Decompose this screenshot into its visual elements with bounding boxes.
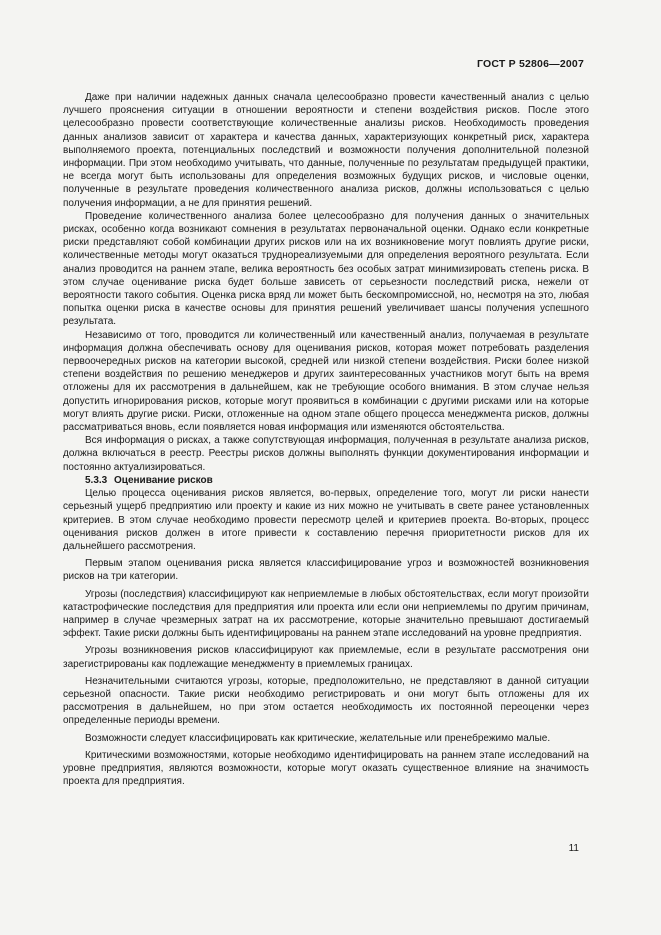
paragraph: Незначительными считаются угрозы, которые, предположительно, не представляют в данной ситуации серьезной опасности. Такие риски необходимо регистрировать и они могут быть отложены для их рассмотрения в дальнейшем, но при этом остается необходимость их постоянной переоценки через определенные периоды времени. xyxy=(63,675,589,727)
paragraph: Вся информация о рисках, а также сопутствующая информация, полученная в результате анализа рисков, должна включаться в реестр. Реестры рисков должны выполнять функции документирования информации и постоянно актуализироваться. xyxy=(63,435,589,473)
paragraph: Угрозы возникновения рисков классифицируют как приемлемые, если в результате рассмотрения они зарегистрированы как подлежащие менеджменту в приемлемых границах. xyxy=(63,645,589,670)
paragraph: Первым этапом оценивания риска является классифицирование угроз и возможностей возникновения рисков на три категории. xyxy=(63,558,589,583)
standard-designation: ГОСТ Р 52806—2007 xyxy=(476,58,584,70)
section-title: Оценивание рисков xyxy=(114,474,213,486)
paragraph: Даже при наличии надежных данных сначала целесообразно провести качественный анализ с целью лучшего прояснения ситуации в отношении вероятности и степени воздействия рисков. После этого целесообразно провести соответствующие количественные анализы рисков. Необходимость проведения данных анализов зависит от характера и качества данных, характеризующих конкретный риск, характера выполняемого проекта, потенциальных последствий и возможности получения дополнительной полезной информации. При этом необходимо учитывать, что данные, полученные по результатам предыдущей практики, не всегда могут быть использованы для определения возможных будущих рисков, и числовые оценки, полученные в результате проведения количественного анализа рисков, должны использоваться с целью получения информации, а не для принятия решений. xyxy=(63,92,589,209)
section-heading xyxy=(63,474,589,487)
paragraph: Проведение количественного анализа более целесообразно для получения данных о значительных рисках, особенно когда возникают сомнения в результатах первоначальной оценки. Однако если конкретные риски представляют собой комбинации других рисков или на их возникновение могут повлиять другие риски, количественные методы могут оказаться трудноpеализуемыми для определения вероятного результата. Если анализ проводится на раннем этапе, велика вероятность без особых затрат минимизировать степень риска. В этом случае оценивание риска будет больше зависеть от серьезности последствий риска, нежели от вероятности такого события. Оценка риска вряд ли может быть бескомпромиссной, но, несмотря на это, любая попытка оценки риска в качестве основы для принятия решений увеличивает шансы получения успешного результата. xyxy=(63,210,589,328)
paragraph: Целью процесса оценивания рисков является, во-первых, определение того, могут ли риски нанести серьезный ущерб предприятию или проекту и какие из них можно не учитывать в свете ранее установленных критериев. В этом случае необходимо провести пересмотр целей и критериев проекта. Во-вторых, процесс оценивания рисков должен в итоге привести к составлению перечня приоритетности рисков для их дальнейшего рассмотрения. xyxy=(63,488,589,552)
paragraph: Угрозы (последствия) классифицируют как неприемлемые в любых обстоятельствах, если могут произойти катастрофические последствия для предприятия или проекта или если они неприемлемы по другим причинам, например в случае чрезмерных затрат на их рассмотрение, которые значительно превышают достигаемый эффект. Такие риски должны быть идентифицированы на раннем этапе исследований на уровне предприятия. xyxy=(63,588,589,640)
page-number: 11 xyxy=(568,843,579,854)
section-number: 5.3.3 xyxy=(85,474,108,486)
document-body xyxy=(63,91,589,788)
paragraph: Критическими возможностями, которые необходимо идентифицировать на раннем этапе исследований на уровне предприятия, являются возможности, которые могут оказать существенное влияние на значимость проекта для предприятия. xyxy=(63,749,589,788)
paragraph: Возможности следует классифицировать как критические, желательные или пренебрежимо малые. xyxy=(85,732,551,744)
paragraph: Независимо от того, проводится ли количественный или качественный анализ, получаемая в результате информация должна обеспечивать основу для оценивания рисков, которая может потребовать разделения первоочередных рисков на категории высокой, средней или низкой степени воздействия. Риски более низкой степени воздействия по решению менеджеров и других заинтересованных участников могут быть на время отложены для их рассмотрения в дальнейшем, как не требующие особого внимания. В этом случае нельзя допустить игнорирования рисков, которые могут проявиться в комбинации с другими рисками или на которые могут влиять другие риски. Риски, отложенные на одном этапе общего процесса менеджмента рисков, должны рассматриваться вновь, если появляется новая информация или изменяются обстоятельства. xyxy=(63,329,589,434)
